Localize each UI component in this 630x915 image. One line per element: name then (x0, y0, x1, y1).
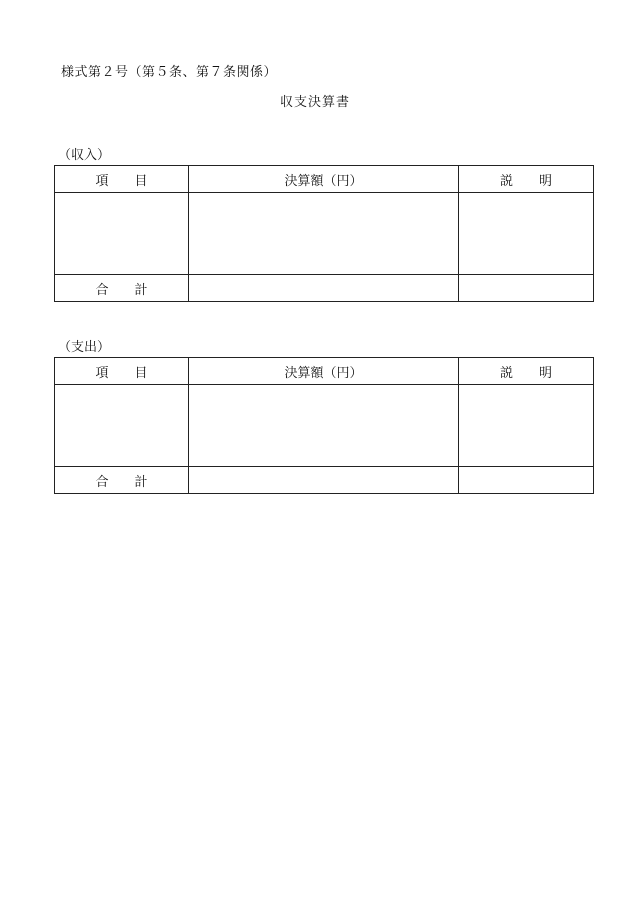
expense-section-label: （支出） (58, 340, 111, 355)
income-table (54, 165, 594, 302)
expense-total-amount[interactable] (189, 467, 459, 494)
expense-note-cell[interactable] (459, 385, 594, 467)
income-section-label: （収入） (58, 148, 111, 163)
income-header-note: 説 明 (459, 166, 594, 193)
income-total-amount[interactable] (189, 275, 459, 302)
expense-header-note: 説 明 (459, 358, 594, 385)
document-title: 収支決算書 (279, 95, 350, 110)
income-total-row (55, 275, 594, 302)
income-total-note[interactable] (459, 275, 594, 302)
income-header-item: 項 目 (55, 166, 189, 193)
income-note-cell[interactable] (459, 193, 594, 275)
expense-entry-row (55, 385, 594, 467)
expense-header-row (55, 358, 594, 385)
form-number: 様式第２号（第５条、第７条関係） (61, 65, 278, 80)
expense-total-label: 合 計 (55, 467, 189, 494)
expense-header-amount: 決算額（円） (189, 358, 459, 385)
expense-item-cell[interactable] (55, 385, 189, 467)
income-header-row (55, 166, 594, 193)
income-total-label: 合 計 (55, 275, 189, 302)
income-entry-row (55, 193, 594, 275)
expense-total-row (55, 467, 594, 494)
expense-total-note[interactable] (459, 467, 594, 494)
expense-header-item: 項 目 (55, 358, 189, 385)
income-item-cell[interactable] (55, 193, 189, 275)
income-amount-cell[interactable] (189, 193, 459, 275)
income-header-amount: 決算額（円） (189, 166, 459, 193)
expense-amount-cell[interactable] (189, 385, 459, 467)
expense-table (54, 357, 594, 494)
